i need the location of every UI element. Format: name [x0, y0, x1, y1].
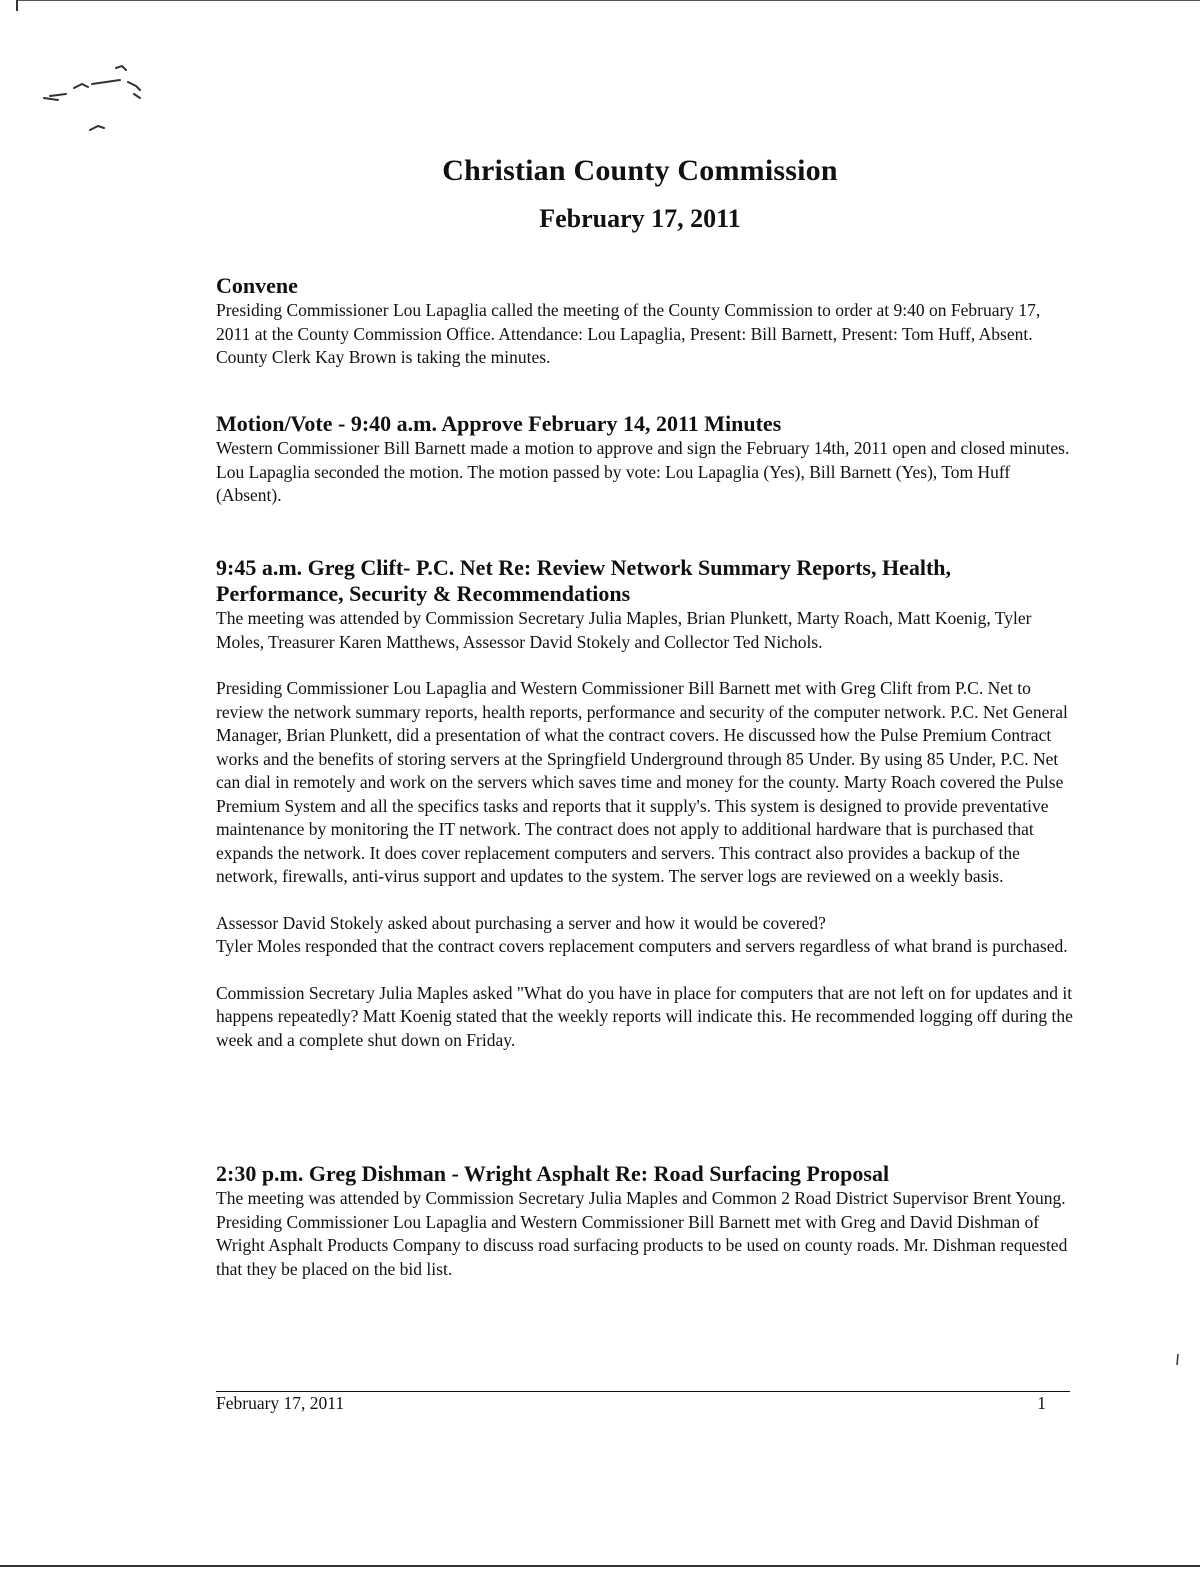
scan-smudge-mark: [36, 60, 166, 140]
section-heading: 9:45 a.m. Greg Clift- P.C. Net Re: Review Network Summary Reports, Health, Performance, Security & Recommendations: [216, 555, 952, 606]
paragraph: The meeting was attended by Commission Secretary Julia Maples, Brian Plunkett, Marty Roach, Matt Koenig, Tyler Moles, Treasurer Karen Matthews, Assessor David Stokely and Collector Ted Nichols.: [216, 608, 1032, 652]
section-convene: [216, 273, 1076, 370]
section-heading: 2:30 p.m. Greg Dishman - Wright Asphalt Re: Road Surfacing Proposal: [216, 1161, 890, 1186]
document-title: Christian County Commission: [442, 154, 838, 187]
scan-border-top: [16, 0, 1200, 11]
scan-border-bottom: [0, 1565, 1200, 1567]
paragraph: The meeting was attended by Commission Secretary Julia Maples and Common 2 Road District Supervisor Brent Young.: [216, 1188, 1066, 1208]
section-wright-asphalt: [216, 1161, 1076, 1281]
scan-speck-right: [1174, 1352, 1182, 1368]
paragraph: Tyler Moles responded that the contract covers replacement computers and servers regardless of what brand is purchased.: [216, 936, 1068, 956]
paragraph: Commission Secretary Julia Maples asked "What do you have in place for computers that are not left on for updates and it happens repeatedly? Matt Koenig stated that the weekly reports will indicate this. He recommended logging off during the week and a complete shut down on Friday.: [216, 982, 1073, 1050]
page-number: 1: [1037, 1393, 1046, 1413]
section-pc-net-review: [216, 555, 1076, 1052]
paragraph: Western Commissioner Bill Barnett made a motion to approve and sign the February 14th, 2011 open and closed minutes. Lou Lapaglia seconded the motion. The motion passed by vote: Lou Lapaglia (Yes), Bill Barnett (Yes), Tom Huff (Absent).: [216, 438, 1070, 505]
document-date: February 17, 2011: [539, 204, 741, 233]
footer-date: February 17, 2011: [216, 1393, 345, 1413]
paragraph: Assessor David Stokely asked about purchasing a server and how it would be covered?: [216, 912, 826, 933]
paragraph: Presiding Commissioner Lou Lapaglia called the meeting of the County Commission to order at 9:40 on February 17, 2011 at the County Commission Office. Attendance: Lou Lapaglia, Present: Bill Barnett, Present: Tom Huff, Absent. County Clerk Kay Brown is taking the minutes.: [216, 300, 1041, 367]
section-motion-vote: [216, 411, 1076, 508]
footer-divider: [216, 1391, 1070, 1392]
section-heading: Motion/Vote - 9:40 a.m. Approve February 14, 2011 Minutes: [216, 411, 782, 436]
section-heading: Convene: [216, 273, 298, 298]
paragraph: Presiding Commissioner Lou Lapaglia and Western Commissioner Bill Barnett met with Greg Clift from P.C. Net to review the network summary reports, health reports, performance and security of the computer network. P.C. Net General Manager, Brian Plunkett, did a presentation of what the contract covers. He discussed how the Pulse Premium Contract works and the benefits of storing servers at the Springfield Underground through 85 Under. By using 85 Under, P.C. Net can dial in remotely and work on the servers which saves time and money for the county. Marty Roach covered the Pulse Premium System and all the specifics tasks and reports that it supply's. This system is designed to provide preventative maintenance by monitoring the IT network. The contract does not apply to additional hardware that is purchased that expands the network. It does cover replacement computers and servers. This contract also provides a backup of the network, firewalls, anti-virus support and updates to the system. The server logs are reviewed on a weekly basis.: [216, 678, 1068, 886]
paragraph: Presiding Commissioner Lou Lapaglia and Western Commissioner Bill Barnett met with Greg and David Dishman of Wright Asphalt Products Company to discuss road surfacing products to be used on county roads. Mr. Dishman requested that they be placed on the bid list.: [216, 1211, 1068, 1279]
